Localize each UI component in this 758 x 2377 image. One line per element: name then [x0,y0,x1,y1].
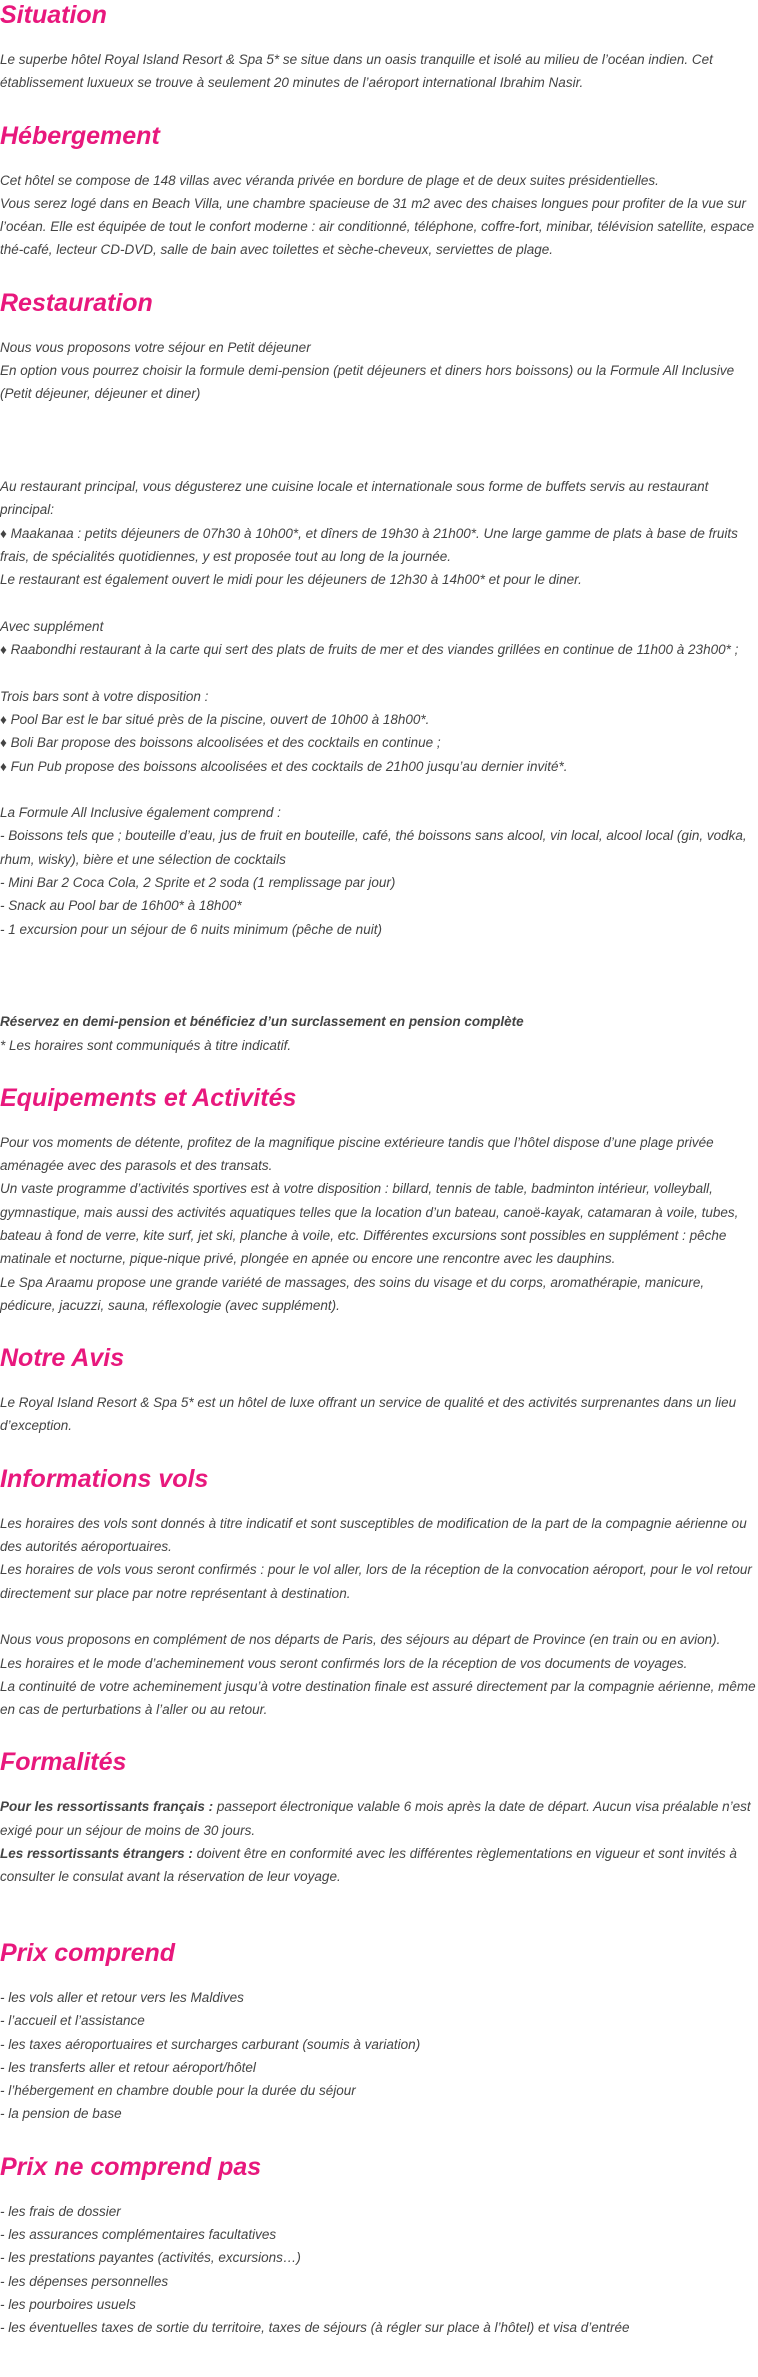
avis-heading: Notre Avis [0,1344,125,1373]
list-item: - les frais de dossier [0,2203,121,2219]
vols-line: Nous vous proposons en complément de nos départs de Paris, des séjours au départ de Province (en train ou en avion). [0,1632,721,1648]
hebergement-line: Cet hôtel se compose de 148 villas avec véranda privée en bordure de plage et de deux suites présidentielles. [0,172,659,188]
avis-text: Le Royal Island Resort & Spa 5* est un hôtel de luxe offrant un service de qualité et des activités surprenantes dans un lieu d’exception. [0,1395,737,1434]
list-item: - les transferts aller et retour aéroport/hôtel [0,2059,256,2075]
list-item: - les assurances complémentaires facultatives [0,2227,277,2242]
list-item: - la pension de base [0,2106,122,2122]
formalites-etrangers-text: doivent être en conformité avec les différentes règlementations en vigueur et sont invités à consulter le consulat avant la réservation de leur voyage. [0,1846,737,1885]
formalites-heading: Formalités [0,1748,127,1777]
section-hebergement [0,121,758,262]
promo-text [0,1010,758,1033]
all-inclusive-title: La Formule All Inclusive également comprend : [0,805,281,821]
section-restauration [0,288,758,1057]
bar-item: ♦ Fun Pub propose des boissons alcoolisées et des cocktails de 21h00 jusqu’au dernier invité*. [0,758,568,774]
all-inclusive-item: - 1 excursion pour un séjour de 6 nuits minimum (pêche de nuit) [0,921,382,937]
section-equipements [0,1083,758,1317]
list-item: - les taxes aéroportuaires et surcharges carburant (soumis à variation) [0,2036,421,2052]
formalites-etrangers-label: Les ressortissants étrangers : [0,1846,193,1862]
all-inclusive-item: - Snack au Pool bar de 16h00* à 18h00* [0,898,242,914]
list-item: - les éventuelles taxes de sortie du territoire, taxes de séjours (à régler sur place à l’hôtel) et visa d’entrée [0,2320,630,2336]
equipements-heading: Equipements et Activités [0,1083,297,1112]
restauration-intro: En option vous pourrez choisir la formule demi-pension (petit déjeuners et diners hors boissons) ou la Formule All Inclusive (Petit déjeuner, déjeuner et diner) [0,363,735,402]
vols-line: Les horaires de vols vous seront confirmés : pour le vol aller, lors de la réception de la convocation aéroport, pour le vol retour directement sur place par notre représentant à destination. [0,1562,752,1601]
bar-item: ♦ Boli Bar propose des boissons alcoolisées et des cocktails en continue ; [0,735,441,751]
hebergement-heading: Hébergement [0,121,160,150]
section-avis [0,1343,758,1438]
formalites-francais-label: Pour les ressortissants français : [0,1799,214,1815]
section-vols [0,1464,758,1722]
section-prix-comprend [0,1938,758,2126]
restauration-heading: Restauration [0,288,153,317]
section-prix-ne-comprend [0,2152,758,2340]
section-formalites [0,1747,758,1911]
vols-line: La continuité de votre acheminement jusqu’à votre destination finale est assuré directement par la compagnie aérienne, même en cas de perturbations à l’aller ou au retour. [0,1678,756,1718]
section-situation [0,0,758,95]
promo-bold: Réservez en demi-pension et bénéficiez d’un surclassement en pension complète [0,1014,524,1030]
vols-heading: Informations vols [0,1464,209,1493]
supplement-item: ♦ Raabondhi restaurant à la carte qui sert des plats de fruits de mer et des viandes grillées en continue de 11h00 à 23h00* ; [0,642,739,658]
horaires-note: * Les horaires sont communiqués à titre indicatif. [0,1037,292,1053]
vols-line: Les horaires des vols sont donnés à titre indicatif et sont susceptibles de modification de la part de la compagnie aérienne ou des autorités aéroportuaires. [0,1515,747,1555]
restauration-main: Le restaurant est également ouvert le midi pour les déjeuners de 12h30 à 14h00* et pour le diner. [0,572,582,588]
hebergement-line: Vous serez logé dans en Beach Villa, une chambre spacieuse de 31 m2 avec des chaises longues pour profiter de la vue sur l’océan. Elle est équipée de tout le confort moderne : air conditionné, téléphone, coffre-fort, minibar, télévision satellite, espace thé-café, lecteur CD-DVD, salle de bain avec toilettes et sèche-cheveux, serviettes de plage. [0,195,755,258]
equipements-line: Un vaste programme d’activités sportives est à votre disposition : billard, tennis de table, badminton intérieur, volleyball, gymnastique, mais aussi des activités aquatiques telles que la location d’un bateau, canoë-kayak, catamaran à voile, tubes, bateau à fond de verre, kite surf, jet ski, planche à voile, etc. Différentes excursions sont possibles en supplément : pêche matinale et nocturne, pique-nique privé, plongée en apnée ou encore une rencontre avec les dauphins. [0,1181,739,1267]
supplement-title: Avec supplément [0,618,104,634]
list-item: - les dépenses personnelles [0,2273,169,2289]
formalites-etrangers [0,1842,758,1889]
list-item: - l’hébergement en chambre double pour la durée du séjour [0,2083,356,2099]
restauration-intro: Nous vous proposons votre séjour en Petit déjeuner [0,339,311,355]
prix-comprend-heading: Prix comprend [0,1938,176,1967]
bar-item: ♦ Pool Bar est le bar situé près de la piscine, ouvert de 10h00 à 18h00*. [0,711,430,727]
equipements-line: Le Spa Araamu propose une grande variété de massages, des soins du visage et du corps, aromathérapie, manicure, pédicure, jacuzzi, sauna, réflexologie (avec supplément). [0,1274,705,1313]
formalites-francais-text: passeport électronique valable 6 mois après la date de départ. Aucun visa préalable n’est exigé pour un séjour de moins de 30 jours. [0,1799,751,1838]
vols-line: Les horaires et le mode d’acheminement vous seront confirmés lors de la réception de vos documents de voyages. [0,1655,688,1671]
formalites-francais [0,1795,758,1842]
all-inclusive-item: - Boissons tels que ; bouteille d’eau, jus de fruit en bouteille, café, thé boissons sans alcool, vin local, alcool local (gin, vodka, rhum, wisky), bière et une sélection de cocktails [0,828,747,867]
restauration-main: Au restaurant principal, vous dégusterez une cuisine locale et internationale sous forme de buffets servis au restaurant principal: [0,478,709,518]
all-inclusive-item: - Mini Bar 2 Coca Cola, 2 Sprite et 2 soda (1 remplissage par jour) [0,875,396,891]
list-item: - les pourboires usuels [0,2296,136,2312]
equipements-line: Pour vos moments de détente, profitez de la magnifique piscine extérieure tandis que l’hôtel dispose d’une plage privée aménagée avec des parasols et des transats. [0,1134,714,1174]
bars-title: Trois bars sont à votre disposition : [0,688,209,704]
prix-ne-comprend-heading: Prix ne comprend pas [0,2152,262,2181]
list-item: - les prestations payantes (activités, excursions…) [0,2250,301,2266]
restauration-main: ♦ Maakanaa : petits déjeuners de 07h30 à 10h00*, et dîners de 19h30 à 21h00*. Une large gamme de plats à base de fruits frais, de spécialités quotidiennes, y est proposée tout au long de la journée. [0,525,738,564]
situation-text: Le superbe hôtel Royal Island Resort & Spa 5* se situe dans un oasis tranquille et isolé au milieu de l’océan indien. Cet établissement luxueux se trouve à seulement 20 minutes de l’aéroport international Ibrahim Nasir. [0,52,713,91]
situation-heading: Situation [0,1,107,29]
list-item: - les vols aller et retour vers les Maldives [0,1989,244,2005]
list-item: - l’accueil et l’assistance [0,2013,145,2029]
